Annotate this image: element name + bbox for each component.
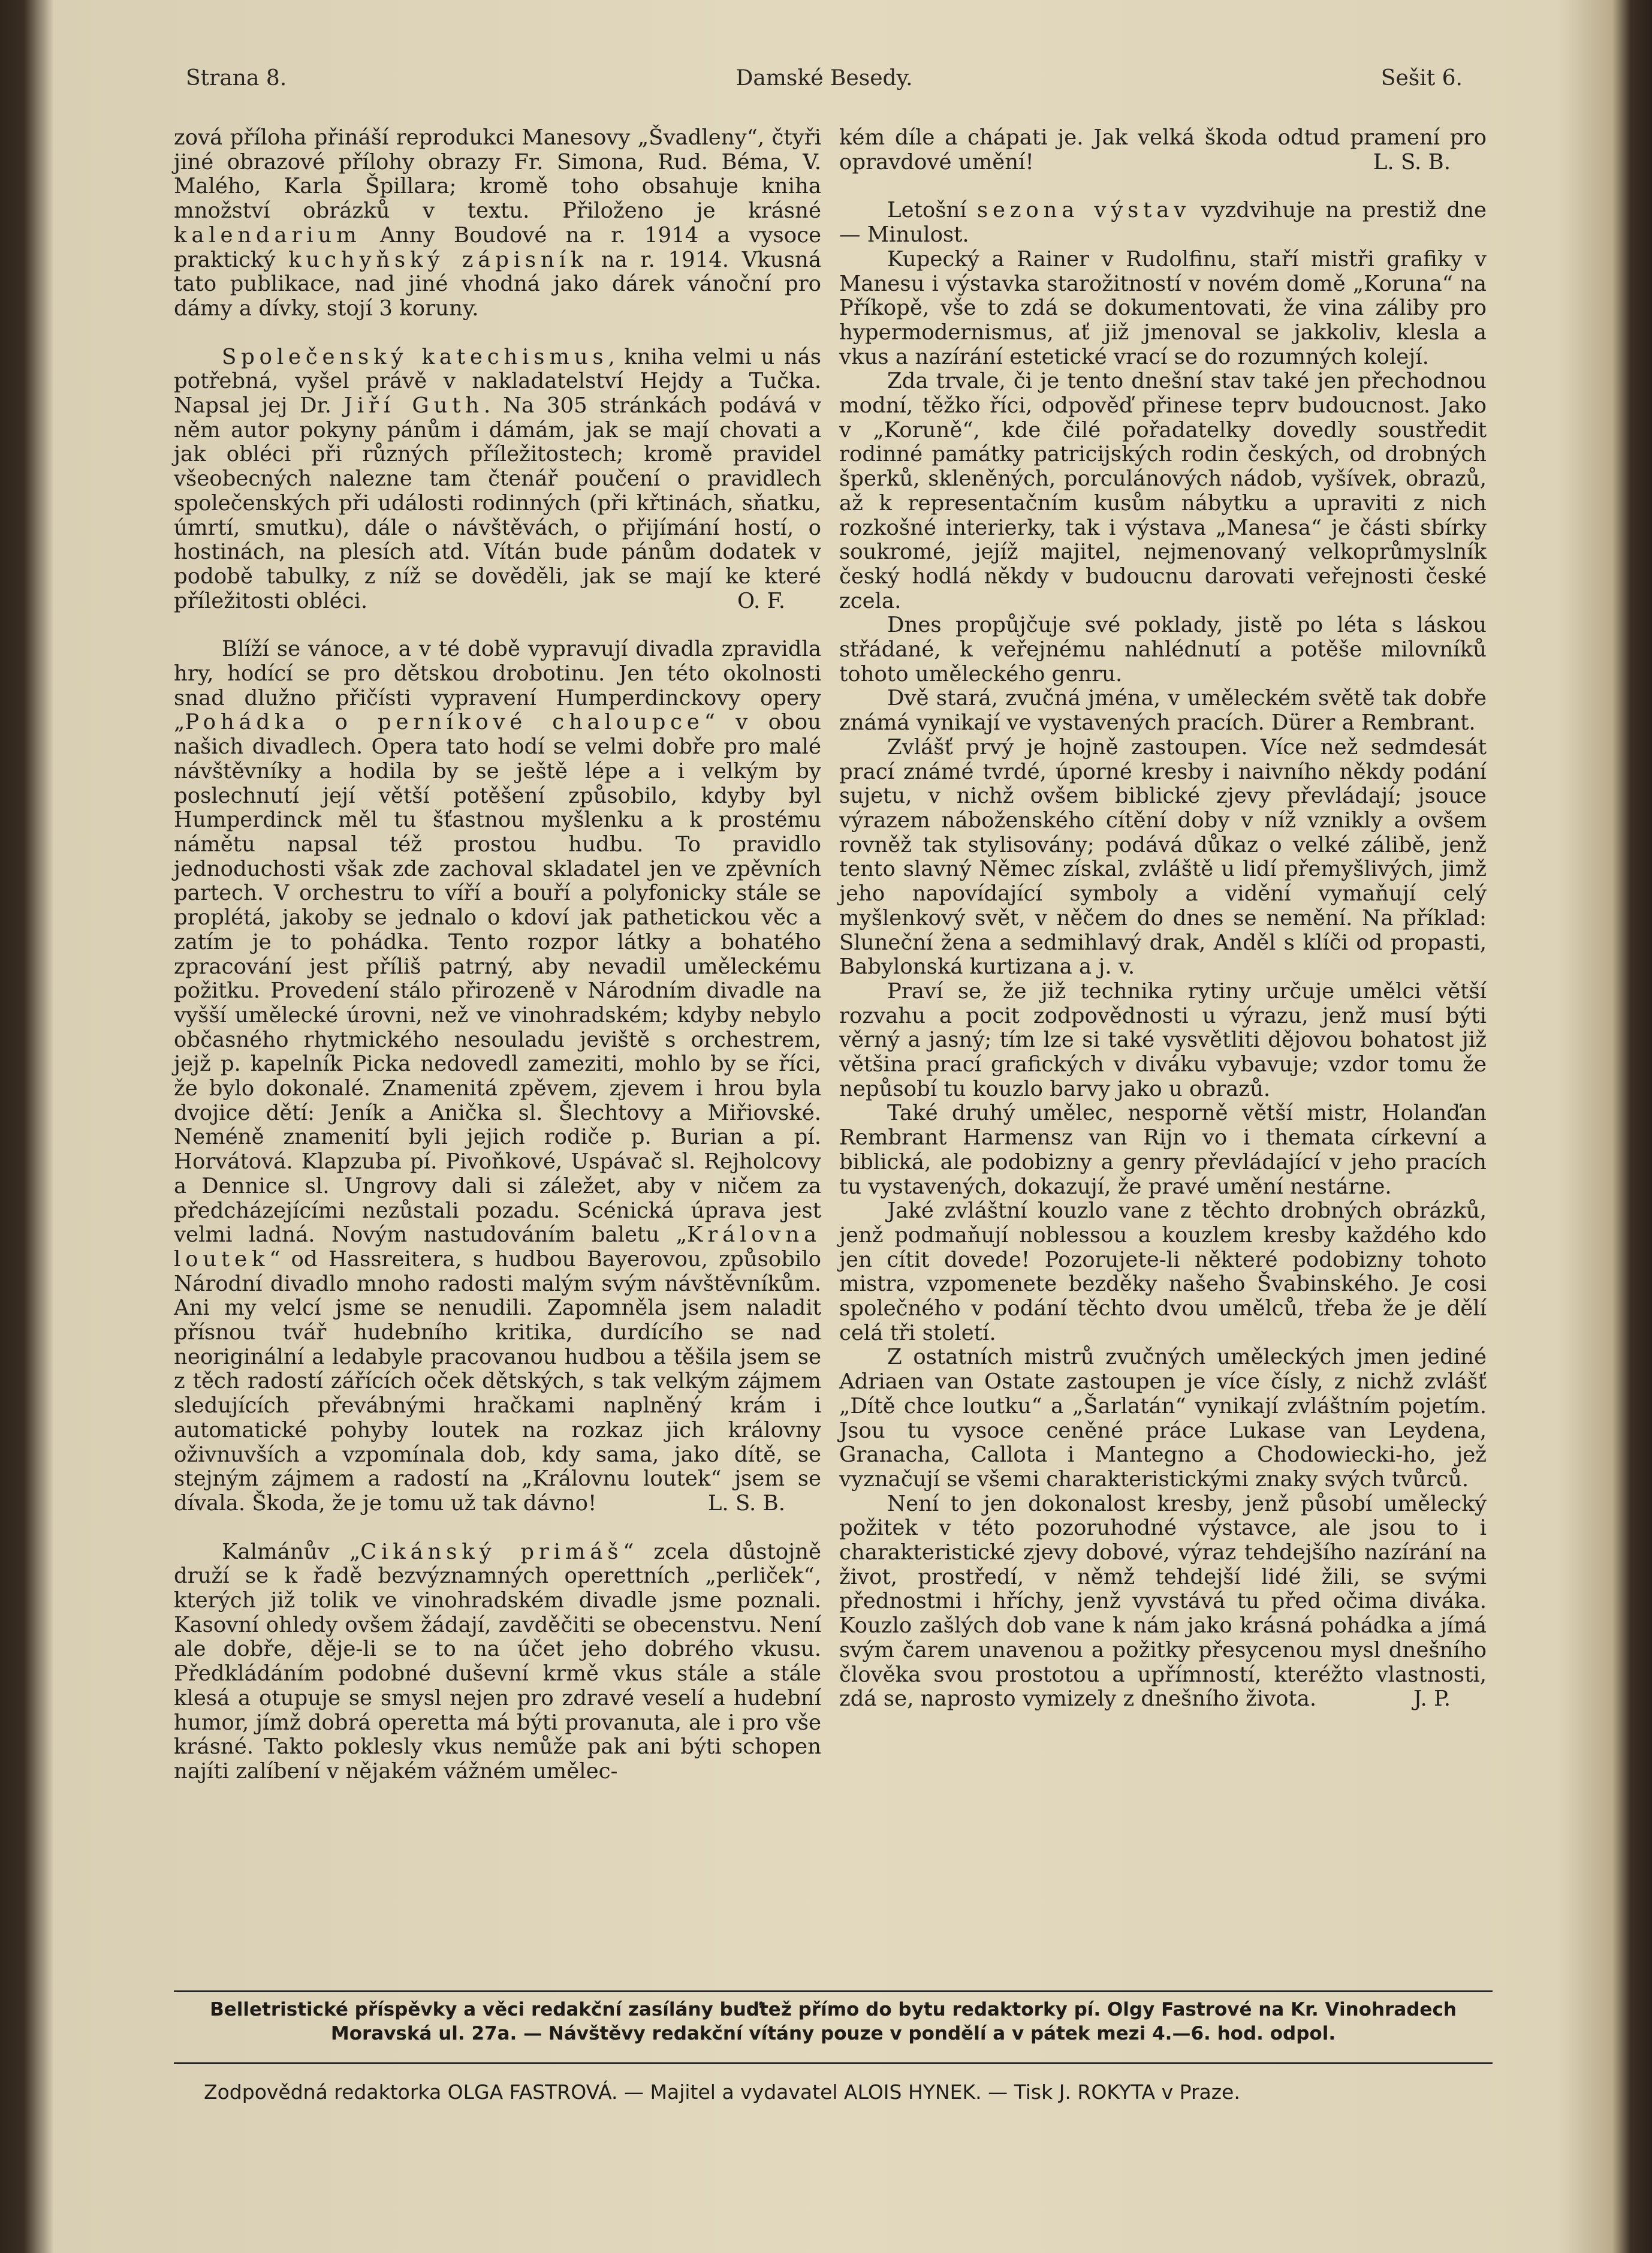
- article-gypsy-primas: Kalmánův „Cikánský primáš“ zcela důstojně druží se k řadě bezvýznamných operettních „perliček“, kterých již tolik ve vinohradském divadle jsme poznali. Kasovní ohledy ovšem žádají, zavděčiti se obecenstvu. Není ale dobře, děje-li se to na účet jeho dobrého vkusu. Předkládáním podobné duševní krmě vkus stále a stále klesá a otupuje se smysl nejen pro zdravé veselí a hudební humor, jímž dobrá operetta má býti provanuta, ale i pro vše krásné. Takto poklesly vkus nemůže pak ani býti schopen najíti zalíbení v nějakém vážném umělec-: [174, 1539, 822, 1784]
- notice-line: Moravská ul. 27a. — Návštěvy redakční vítány pouze v pondělí a v pátek mezi 4.—6. hod. odpol.: [330, 2023, 1336, 2044]
- paragraph: Kupecký a Rainer v Rudolfinu, staří mistři grafiky v Manesu i výstavka starožitností v novém domě „Koruna“ na Příkopě, vše to zdá se dokumentovati, že vina záliby pro hypermodernismus, ať již jmenoval se jakkoliv, klesla a vkus a nazírání estetické vrací se do rozumných kolejí.: [839, 246, 1487, 369]
- paragraph: Zda trvale, či je tento dnešní stav také jen přechodnou modní, těžko říci, odpověď přinese teprv budoucnost. Jako v „Koruně“, kde čilé pořadatelky dovedly soustředit rodinné památky patricijských rodin českých, od drobných šperků, skleněných, porculánových nádob, vyšívek, obrazů, až k representačním kusům nábytku a upraviti z nich rozkošné interierky, tak i výstava „Manesa“ je části sbírky soukromé, jejíž majitel, nejmenovaný velkoprůmyslník český hodlá někdy v budoucnu darovati veřejnosti české zcela.: [839, 369, 1487, 613]
- right-column: [839, 126, 1487, 1712]
- paragraph: Také druhý umělec, nesporně větší mistr, Holanďan Rembrant Harmensz van Rijn vo i themata církevní a biblická, ale podobizny a genry převládající v jeho pracích tu vystavených, dokazují, že pravé umění nestárne.: [839, 1101, 1487, 1199]
- page-number: Strana 8.: [186, 66, 287, 91]
- left-column: [174, 126, 821, 1784]
- signature: J. P.: [1413, 1686, 1451, 1712]
- article-publication-note: zová příloha přináší reprodukci Manesovy „Švadleny“, čtyři jiné obrazové přílohy obrazy Fr. Simona, Rud. Béma, V. Malého, Karla Špillara; kromě toho obsahuje kniha množství obrázků v textu. Přiloženo je krásné kalendarium Anny Boudové na r. 1914 a vysoce praktický kuchyňský zápisník na r. 1914. Vkusná tato publikace, nad jiné vhodná jako dárek vánoční pro dámy a dívky, stojí 3 koruny.: [174, 125, 821, 321]
- page-header: [186, 66, 1463, 102]
- divider-line: [174, 1990, 1493, 1992]
- paragraph: Praví se, že již technika rytiny určuje umělci větší rozvahu a pocit zodpovědnosti u výrazu, jenž musí býti věrný a jasný; tím lze si také vysvětliti dějovou bohatost již většina prací grafických v diváku vybavuje; vzdor tomu že nepůsobí tu kouzlo barvy jako u obrazů.: [839, 978, 1487, 1101]
- paragraph: Z ostatních mistrů zvučných uměleckých jmen jediné Adriaen van Ostate zastoupen je více čísly, z nichž zvlášť „Dítě chce loutku“ a „Šarlatán“ vynikají zvláštním pojetím. Jsou tu vysoce ceněné práce Lukase van Leydena, Granacha, Callota i Mantegno a Chodowiecki-ho, jež vyznačují se všemi charakteristickými znaky svých tvůrců.: [839, 1345, 1487, 1492]
- paragraph: Dnes propůjčuje své poklady, jistě po léta s láskou střádané, k veřejnému nahlédnutí a potěše milovníků tohoto uměleckého genru.: [839, 613, 1487, 686]
- paragraph: Jaké zvláštní kouzlo vane z těchto drobných obrázků, jenž podmaňují noblessou a kouzlem kresby každého kdo jen cítit dovede! Pozorujete-li některé podobizny tohoto mistra, vzpomenete bezděky našeho Švabinského. Je cosi společného v podání těchto dvou umělců, třeba že je dělí celá tři století.: [839, 1198, 1487, 1345]
- paragraph: Není to jen dokonalost kresby, jenž působí umělecký požitek v této pozoruhodné výstavce, ale jsou to i charakteristické zjevy dobové, výraz tehdejšího nazírání na život, prostředí, v němž tehdejší lidé žili, se svými přednostmi i hříchy, jenž vyvstává tu před očima diváka. Kouzlo zašlých dob vane k nám jako krásná pohádka a jímá svým čarem unavenou a požitky přesycenou mysl dnešního člověka svou prostotou a upřímností, kteréžto vlastnosti, zdá se, naprosto vymizely z dnešního života. J. P.: [839, 1491, 1487, 1712]
- signature: O. F.: [737, 588, 785, 613]
- article-exhibitions: Letošní sezona výstav vyzdvihuje na prestiž dne — Minulost.: [839, 198, 1487, 248]
- article-continuation: kém díle a chápati je. Jak velká škoda odtud pramení pro opravdové umění! L. S. B.: [839, 125, 1487, 174]
- imprint-footer: Zodpovědná redaktorka OLGA FASTROVÁ. — Majitel a vydavatel ALOIS HYNEK. — Tisk J. ROKYTA v Praze.: [204, 2080, 1240, 2104]
- notice-line: Belletristické příspěvky a věci redakční zasílány buďtež přímo do bytu redaktorky pí. Olgy Fastrové na Kr. Vinohradech: [210, 1999, 1457, 2020]
- editorial-notice: [174, 1998, 1493, 2046]
- paragraph: Dvě stará, zvučná jména, v uměleckém světě tak dobře známá vynikají ve vystavených pracích. Dürer a Rembrant.: [839, 686, 1487, 736]
- signature: L. S. B.: [707, 1490, 785, 1516]
- signature: L. S. B.: [1373, 149, 1451, 174]
- newspaper-page: [126, 48, 1505, 2206]
- article-christmas-theatre: Blíží se vánoce, a v té době vypravují divadla zpravidla hry, hodící se pro dětskou drobotinu. Jen této okolnosti snad dlužno přičísti vypravení Humperdinckovy opery „Pohádka o perníkové chaloupce“ v obou našich divadlech. Opera tato hodí se velmi dobře pro malé návštěvníky a hodila by se ještě lépe a i velkým by poslechnutí její větší potěšení způsobilo, kdyby byl Humperdinck měl tu šťastnou myšlenku a k prostému námětu napsal též prostou hudbu. To pravidlo jednoduchosti však zde zachoval skladatel jen ve zpěvních partech. V orchestru to víří a bouří a polyfonicky stále se proplétá, jakoby se jednalo o kdoví jak pathetickou věc a zatím je to pohádka. Tento rozpor látky a bohatého zpracování jest příliš patrný, aby nevadil uměleckému požitku. Provedení stálo přirozeně v Národním divadle na vyšší umělecké úrovni, než ve vinohradském; kdyby nebylo občasného rhytmického nesouladu jeviště s orchestrem, jejž p. kapelník Picka nedovedl zameziti, mohlo by se říci, že bylo dokonalé. Znamenitá zpěvem, zjevem i hrou byla dvojice dětí: Jeník a Anička sl. Šlechtovy a Miřiovské. Neméně znamenití byli jejich rodiče p. Burian a pí. Horvátová. Klapzuba pí. Pivoňkové, Uspávač sl. Rejholcovy a Dennice sl. Ungrovy dali si záležet, aby v ničem za předcházejícími nezůstali pozadu. Scénická úprava jest velmi ladná. Novým nastudováním baletu „Královna loutek“ od Hassreitera, s hudbou Bayerovou, způsobilo Národní divadlo mnoho radosti malým svým návštěvníkům. Ani my velcí jsme se nenudili. Zapomněla jsem naladit přísnou tvář hudebního kritika, durdícího se nad neoriginální a ledabyle pracovanou hudbou a těšila jsem se z těch radostí zářících oček dětských, s tak velkým zájmem sledujících převábnými hračkami naplněný krám i automatické pohyby loutek na rozkaz jich královny oživnuvších a vzpomínala dob, kdy sama, jako dítě, se stejným zájmem a radostí na „Královnu loutek“ jsem se dívala. Škoda, že je tomu už tak dávno! L. S. B.: [174, 637, 822, 1516]
- paragraph: Zvlášť prvý je hojně zastoupen. Více než sedmdesát prací známé tvrdé, úporné kresby i naivního někdy podání sujetu, v nichž ovšem biblické zjevy převládají; jsouce výrazem náboženského cítění doby v níž vznikly a ovšem rovněž tak stylisovány; podává důkaz o velké zálibě, jenž tento slavný Němec získal, zvláště u lidí přemyšlivých, jimž jeho napovídající symboly a vidění vymaňují celý myšlenkový svět, v něčem do dnes se nemění. Na příklad: Sluneční žena a sedmihlavý drak, Anděl s klíči od propasti, Babylonská kurtizana a j. v.: [839, 734, 1487, 980]
- issue-number: Sešit 6.: [1380, 66, 1463, 91]
- article-social-catechism: Společenský katechismus, kniha velmi u nás potřebná, vyšel právě v nakladatelství Hejdy a Tučka. Napsal jej Dr. Jiří Guth. Na 305 stránkách podává v něm autor pokyny pánům i dámám, jak se mají chovati a jak obléci při různých příležitostech; kromě pravidel všeobecných nalezne tam čtenář poučení o pravidlech společenských při události rodinných (při křtinách, sňatku, úmrtí, smutku), dále o návštěvách, o přijímání hostí, o hostinách, na plesích atd. Vítán bude pánům dodatek v podobě tabulky, z níž se dověděli, jak se mají ke které příležitosti obléci. O. F.: [174, 344, 821, 613]
- divider-line: [174, 2062, 1493, 2064]
- journal-title: Damské Besedy.: [735, 66, 913, 91]
